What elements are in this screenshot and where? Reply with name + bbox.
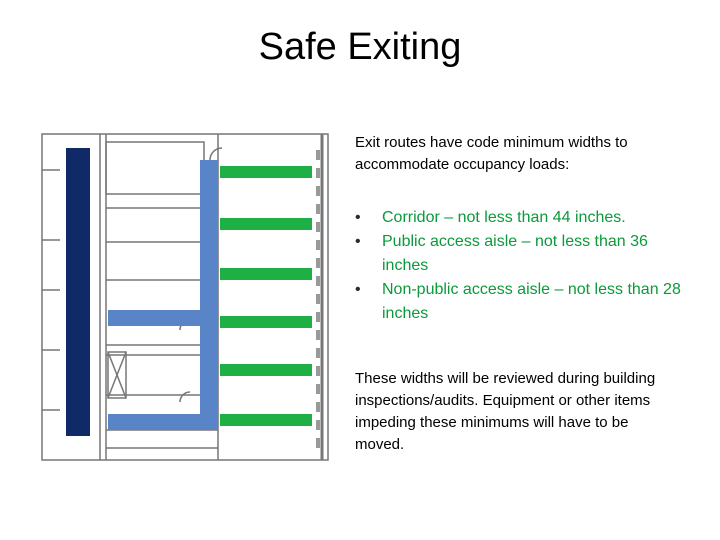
intro-paragraph: Exit routes have code minimum widths to accommodate occupancy loads: [355, 134, 628, 173]
list-item [355, 230, 685, 278]
bullet-icon: • [355, 281, 361, 298]
text-column [355, 132, 685, 453]
floor-plan-image [40, 130, 332, 464]
nonpublic-aisle [220, 364, 312, 376]
public-aisle-horizontal-1 [108, 310, 218, 326]
public-aisle-horizontal-2 [108, 414, 218, 430]
bullet-icon: • [355, 209, 361, 226]
public-aisle-vertical [200, 160, 218, 430]
nonpublic-aisle [220, 316, 312, 328]
bullet-icon: • [355, 233, 361, 250]
bullet-nonpublic-aisle: Non-public access aisle – not less than 28 inches [382, 281, 681, 322]
nonpublic-aisle [220, 166, 312, 178]
nonpublic-aisle [220, 268, 312, 280]
bullet-corridor: Corridor – not less than 44 inches. [382, 209, 626, 226]
bullet-public-aisle: Public access aisle – not less than 36 inches [382, 233, 648, 274]
list-item [355, 278, 685, 326]
nonpublic-aisle [220, 414, 312, 426]
corridor-route [66, 148, 90, 436]
slide-title: Safe Exiting [258, 26, 462, 68]
list-item [355, 206, 685, 230]
nonpublic-aisle [220, 218, 312, 230]
closing-paragraph: These widths will be reviewed during building inspections/audits. Equipment or other items impeding these minimums will have to be moved. [355, 370, 656, 453]
requirements-list [355, 206, 685, 326]
